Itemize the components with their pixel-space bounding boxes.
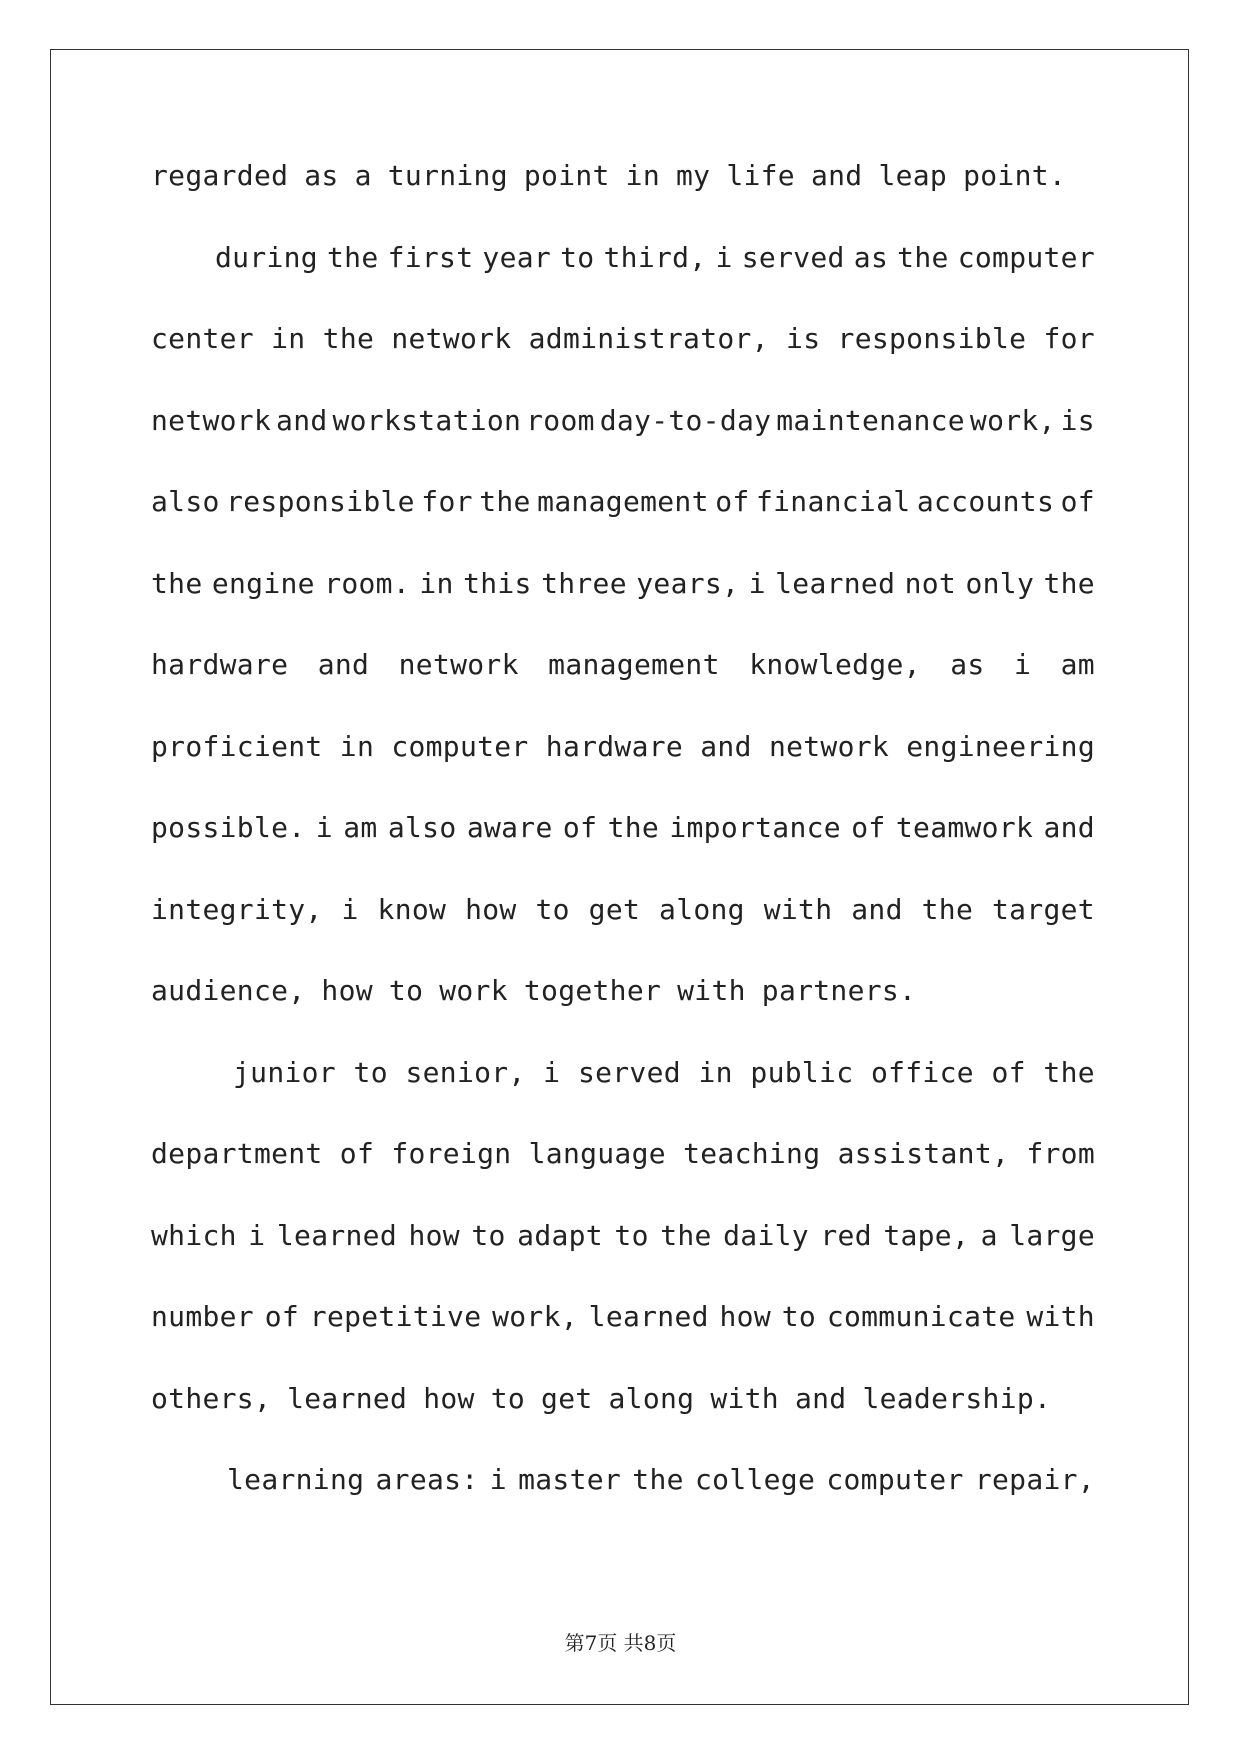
word: the (1043, 566, 1095, 600)
word: the (327, 240, 379, 274)
word: red (820, 1218, 872, 1252)
word: point. (963, 159, 1067, 192)
word: and (700, 729, 752, 763)
word: teaching (683, 1137, 821, 1170)
word: of (991, 1055, 1026, 1089)
page-number-footer: 第7页 共8页 (564, 1631, 677, 1655)
word: the (1043, 1055, 1095, 1089)
word: hardware (545, 729, 684, 763)
text-line (151, 321, 1095, 403)
word: room. (324, 566, 410, 600)
word: learned (287, 1381, 408, 1415)
word: management (548, 648, 720, 681)
document-body (151, 158, 1095, 1544)
word: the (660, 1218, 712, 1252)
word: knowledge, (749, 648, 921, 681)
word: how (321, 974, 373, 1007)
word: teamwork (895, 811, 1034, 844)
text-line (151, 647, 1095, 729)
word: work, (492, 1300, 578, 1333)
text-line (151, 892, 1095, 974)
word: administrator, (528, 322, 769, 355)
word: learned (775, 566, 896, 600)
word: a (354, 159, 372, 192)
word: network (398, 648, 519, 681)
word: computer (826, 1463, 964, 1496)
word: network (391, 322, 512, 355)
word: during (215, 240, 318, 274)
word: adapt (517, 1218, 603, 1252)
word: get (588, 892, 641, 926)
word: college (695, 1463, 816, 1496)
word: computer (391, 729, 529, 763)
word: room (526, 403, 595, 437)
word: how (465, 892, 517, 926)
word: am (343, 811, 378, 844)
text-line (151, 158, 1095, 240)
word: the (322, 322, 375, 355)
text-line (151, 1136, 1095, 1218)
word: regarded (151, 159, 289, 192)
word: large (1009, 1218, 1095, 1252)
word: in (271, 322, 306, 355)
word: am (1060, 648, 1095, 681)
word: of (1060, 485, 1095, 518)
word: learning (227, 1463, 365, 1496)
word: i (543, 1055, 561, 1089)
word: workstation (332, 403, 522, 437)
word: i (315, 811, 333, 844)
word: network (768, 729, 890, 763)
word: importance (669, 811, 841, 844)
word: as (304, 159, 339, 192)
word: center (151, 322, 254, 355)
word: responsible (837, 322, 1027, 355)
word: master (518, 1463, 622, 1496)
word: how (719, 1300, 771, 1333)
word: senior, (405, 1055, 526, 1089)
word: i (341, 892, 359, 926)
word: engineering (906, 729, 1095, 763)
word: point (523, 159, 610, 192)
word: language (528, 1137, 666, 1170)
word: along (659, 892, 745, 926)
word: accounts (916, 485, 1055, 518)
text-line (151, 403, 1095, 485)
word: of (562, 811, 598, 844)
word: i (489, 1463, 507, 1496)
word: foreign (391, 1137, 512, 1170)
word: leadership. (862, 1381, 1052, 1415)
text-line (151, 1055, 1095, 1137)
word: to (388, 974, 424, 1007)
word: get (541, 1381, 593, 1415)
word: with (763, 892, 833, 926)
word: life (726, 159, 795, 192)
word: number (151, 1300, 254, 1333)
word: year (482, 240, 552, 274)
word: maintenance (776, 403, 965, 437)
word: and (851, 892, 903, 926)
word: also (151, 485, 220, 518)
word: how (423, 1381, 475, 1415)
word: communicate (826, 1300, 1016, 1333)
word: work, (969, 403, 1056, 437)
word: computer (957, 240, 1095, 274)
word: with (710, 1381, 779, 1415)
word: in (698, 1055, 733, 1089)
word: in (339, 729, 375, 763)
word: served (577, 1055, 681, 1089)
word: office (870, 1055, 974, 1089)
text-line (151, 240, 1095, 322)
word: the (151, 566, 203, 600)
word: as (950, 648, 985, 681)
word: public (750, 1055, 854, 1089)
word: responsible (226, 485, 415, 518)
word: to (490, 1381, 526, 1415)
word: department (151, 1137, 323, 1170)
word: from (1026, 1137, 1095, 1170)
word: target (992, 892, 1095, 926)
word: as (853, 240, 889, 274)
word: my (676, 159, 711, 192)
word: audience, (151, 974, 306, 1007)
word: the (921, 892, 974, 926)
text-line (151, 1381, 1095, 1463)
word: network (151, 403, 272, 437)
word: tape, (883, 1218, 970, 1252)
word: three (541, 566, 627, 600)
word: of (715, 485, 750, 518)
word: to (353, 1055, 388, 1089)
word: the (632, 1463, 684, 1496)
word: know (377, 892, 447, 926)
word: how (408, 1218, 460, 1252)
word: the (479, 485, 531, 518)
word: assistant, (837, 1137, 1010, 1170)
word: with (677, 974, 746, 1007)
word: not (904, 566, 957, 600)
text-line (151, 973, 1095, 1055)
word: others, (151, 1381, 272, 1415)
word: only (965, 566, 1035, 600)
word: and (276, 403, 328, 437)
word: the (897, 240, 949, 274)
word: is (786, 322, 821, 355)
word: to (535, 892, 570, 926)
text-line (151, 566, 1095, 648)
word: possible. (151, 811, 306, 844)
word: learned (276, 1218, 397, 1252)
word: hardware (151, 648, 289, 681)
word: junior (233, 1055, 336, 1089)
text-line (151, 729, 1095, 811)
word: is (1060, 403, 1095, 437)
word: the (607, 811, 660, 844)
word: repetitive (309, 1300, 482, 1333)
word: i (748, 566, 766, 600)
word: leap (878, 159, 948, 192)
word: together (523, 974, 662, 1007)
word: first (387, 240, 474, 274)
word: this (463, 566, 532, 600)
word: learned (588, 1300, 709, 1333)
word: third, (603, 240, 707, 274)
word: and (810, 159, 863, 192)
word: also (387, 811, 457, 844)
word: served (741, 240, 845, 274)
word: along (608, 1381, 695, 1415)
word: years, (636, 566, 740, 600)
word: for (421, 485, 473, 518)
word: i (248, 1218, 266, 1252)
word: areas: (375, 1463, 479, 1496)
text-line (151, 1218, 1095, 1300)
word: partners. (761, 974, 917, 1007)
word: management (537, 485, 709, 518)
word: to (560, 240, 595, 274)
word: day-to-day (599, 403, 772, 437)
word: repair, (974, 1463, 1095, 1496)
word: integrity, (151, 892, 323, 926)
word: i (715, 240, 733, 274)
text-line (151, 1299, 1095, 1381)
text-line (151, 810, 1095, 892)
word: i (1013, 648, 1032, 681)
word: daily (723, 1218, 809, 1252)
text-line (151, 484, 1095, 566)
word: turning (387, 159, 508, 192)
word: to (781, 1300, 817, 1333)
word: in (625, 159, 660, 192)
word: engine (211, 566, 315, 600)
word: and (1043, 811, 1095, 844)
word: and (794, 1381, 847, 1415)
word: to (614, 1218, 649, 1252)
word: of (339, 1137, 375, 1170)
word: financial (755, 485, 911, 518)
word: proficient (151, 729, 323, 763)
word: of (851, 811, 886, 844)
word: and (317, 648, 370, 681)
word: which (151, 1218, 237, 1252)
word: aware (466, 811, 553, 844)
word: in (419, 566, 454, 600)
word: to (471, 1218, 506, 1252)
word: for (1043, 322, 1095, 355)
text-line (151, 1462, 1095, 1544)
word: of (264, 1300, 300, 1333)
word: with (1026, 1300, 1095, 1333)
word: work (439, 974, 508, 1007)
word: a (980, 1218, 998, 1252)
